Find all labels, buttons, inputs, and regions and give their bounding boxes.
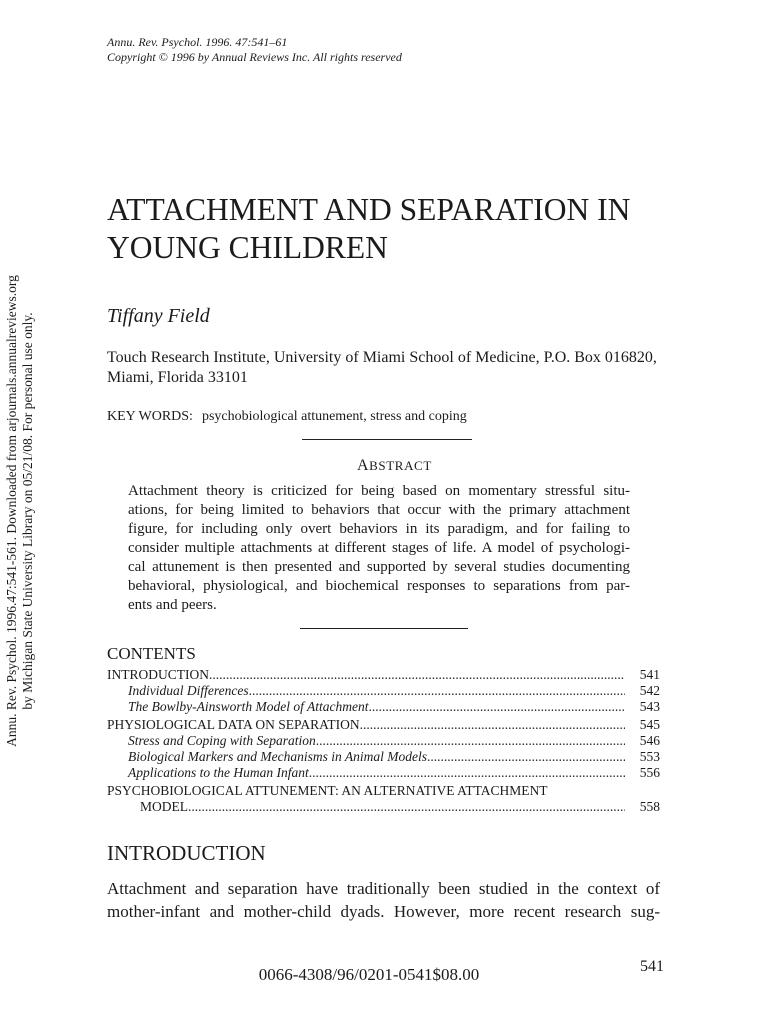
keywords-label: KEY WORDS: (107, 409, 193, 424)
abstract-heading: ABSTRACT (357, 457, 432, 474)
abstract-line: ations, for being limited to behaviors that occur with the primary attachment (128, 502, 630, 518)
toc-entry-continuation (107, 799, 660, 815)
divider-rule (300, 628, 468, 629)
toc-page-number: 541 (639, 667, 660, 682)
toc-entry-title: PHYSIOLOGICAL DATA ON SEPARATION (107, 717, 360, 732)
body-line: Attachment and separation have traditionally been studied in the context of (107, 879, 660, 898)
abstract-body (128, 482, 630, 615)
toc-entry (107, 765, 660, 781)
toc-page-number: 542 (639, 683, 660, 698)
toc-dot-leader (209, 667, 625, 683)
article-title-line: YOUNG CHILDREN (107, 230, 388, 265)
toc-dot-leader (188, 799, 625, 815)
toc-dot-leader (368, 699, 624, 715)
toc-page-number: 558 (639, 799, 660, 814)
toc-entry (107, 717, 660, 733)
toc-entry-title: PSYCHOBIOLOGICAL ATTUNEMENT: AN ALTERNATIVE ATTACHMENT (107, 783, 548, 798)
toc-entry (107, 683, 660, 699)
introduction-body (107, 877, 660, 923)
toc-page-number: 545 (639, 717, 660, 732)
toc-entry-title: INTRODUCTION (107, 667, 209, 682)
affiliation-line: Miami, Florida 33101 (107, 369, 248, 386)
copyright-notice: Copyright © 1996 by Annual Reviews Inc. All rights reserved (107, 50, 402, 64)
toc-dot-leader (249, 683, 625, 699)
toc-entry-title: MODEL (140, 799, 188, 814)
toc-dot-leader (309, 765, 625, 781)
toc-entry-title: The Bowlby-Ainsworth Model of Attachment (128, 699, 369, 714)
abstract-line: cal attunement is then presented and supported by several studies documenting (128, 559, 630, 575)
toc-dot-leader (316, 733, 625, 749)
journal-citation: Annu. Rev. Psychol. 1996. 47:541–61 (107, 35, 288, 49)
toc-page-number: 543 (639, 699, 660, 714)
footer-code: 0066-4308/96/0201-0541$08.00 (258, 965, 480, 984)
toc-entry (107, 699, 660, 715)
toc-page-number: 553 (639, 749, 660, 764)
keywords (107, 408, 467, 426)
section-heading-introduction: INTRODUCTION (107, 841, 266, 865)
toc-entry (107, 783, 660, 799)
abstract-line: figure, for including only overt behaviors in its paradigm, and for failing to (128, 521, 630, 537)
author-name: Tiffany Field (107, 305, 210, 327)
contents-heading: CONTENTS (107, 644, 196, 663)
abstract-line: consider multiple attachments at different stages of life. A model of psychologi- (128, 540, 630, 556)
article-title (107, 191, 630, 267)
affiliation-line: Touch Research Institute, University of Miami School of Medicine, P.O. Box 016820, (107, 349, 657, 366)
journal-header (107, 35, 402, 65)
toc-dot-leader (360, 717, 625, 733)
toc-dot-leader (427, 749, 625, 765)
abstract-line: Attachment theory is criticized for being based on momentary stressful situ- (128, 483, 630, 499)
toc-page-number: 556 (639, 765, 660, 780)
abstract-line: behavioral, physiological, and biochemical responses to separations from par- (128, 578, 630, 594)
affiliation (107, 348, 657, 388)
toc-entry-title: Stress and Coping with Separation (128, 733, 316, 748)
download-notice-line: Annu. Rev. Psychol. 1996.47:541-561. Downloaded from arjournals.annualreviews.org (4, 275, 19, 747)
toc-entry-title: Applications to the Human Infant (128, 765, 309, 780)
download-notice (4, 261, 36, 761)
toc-entry-title: Biological Markers and Mechanisms in Animal Models (128, 749, 427, 764)
table-of-contents (107, 667, 660, 815)
divider-rule (302, 439, 472, 440)
toc-entry-title: Individual Differences (128, 683, 249, 698)
toc-page-number: 546 (639, 733, 660, 748)
page-number: 541 (640, 958, 664, 975)
toc-entry (107, 733, 660, 749)
article-title-line: ATTACHMENT AND SEPARATION IN (107, 192, 631, 227)
download-notice-line: by Michigan State University Library on 05/21/08. For personal use only. (20, 312, 35, 710)
body-line: mother-infant and mother-child dyads. However, more recent research sug- (107, 902, 660, 921)
toc-entry (107, 749, 660, 765)
keywords-list: psychobiological attunement, stress and coping (201, 409, 467, 424)
abstract-line: ents and peers. (128, 597, 217, 613)
toc-entry (107, 667, 660, 683)
